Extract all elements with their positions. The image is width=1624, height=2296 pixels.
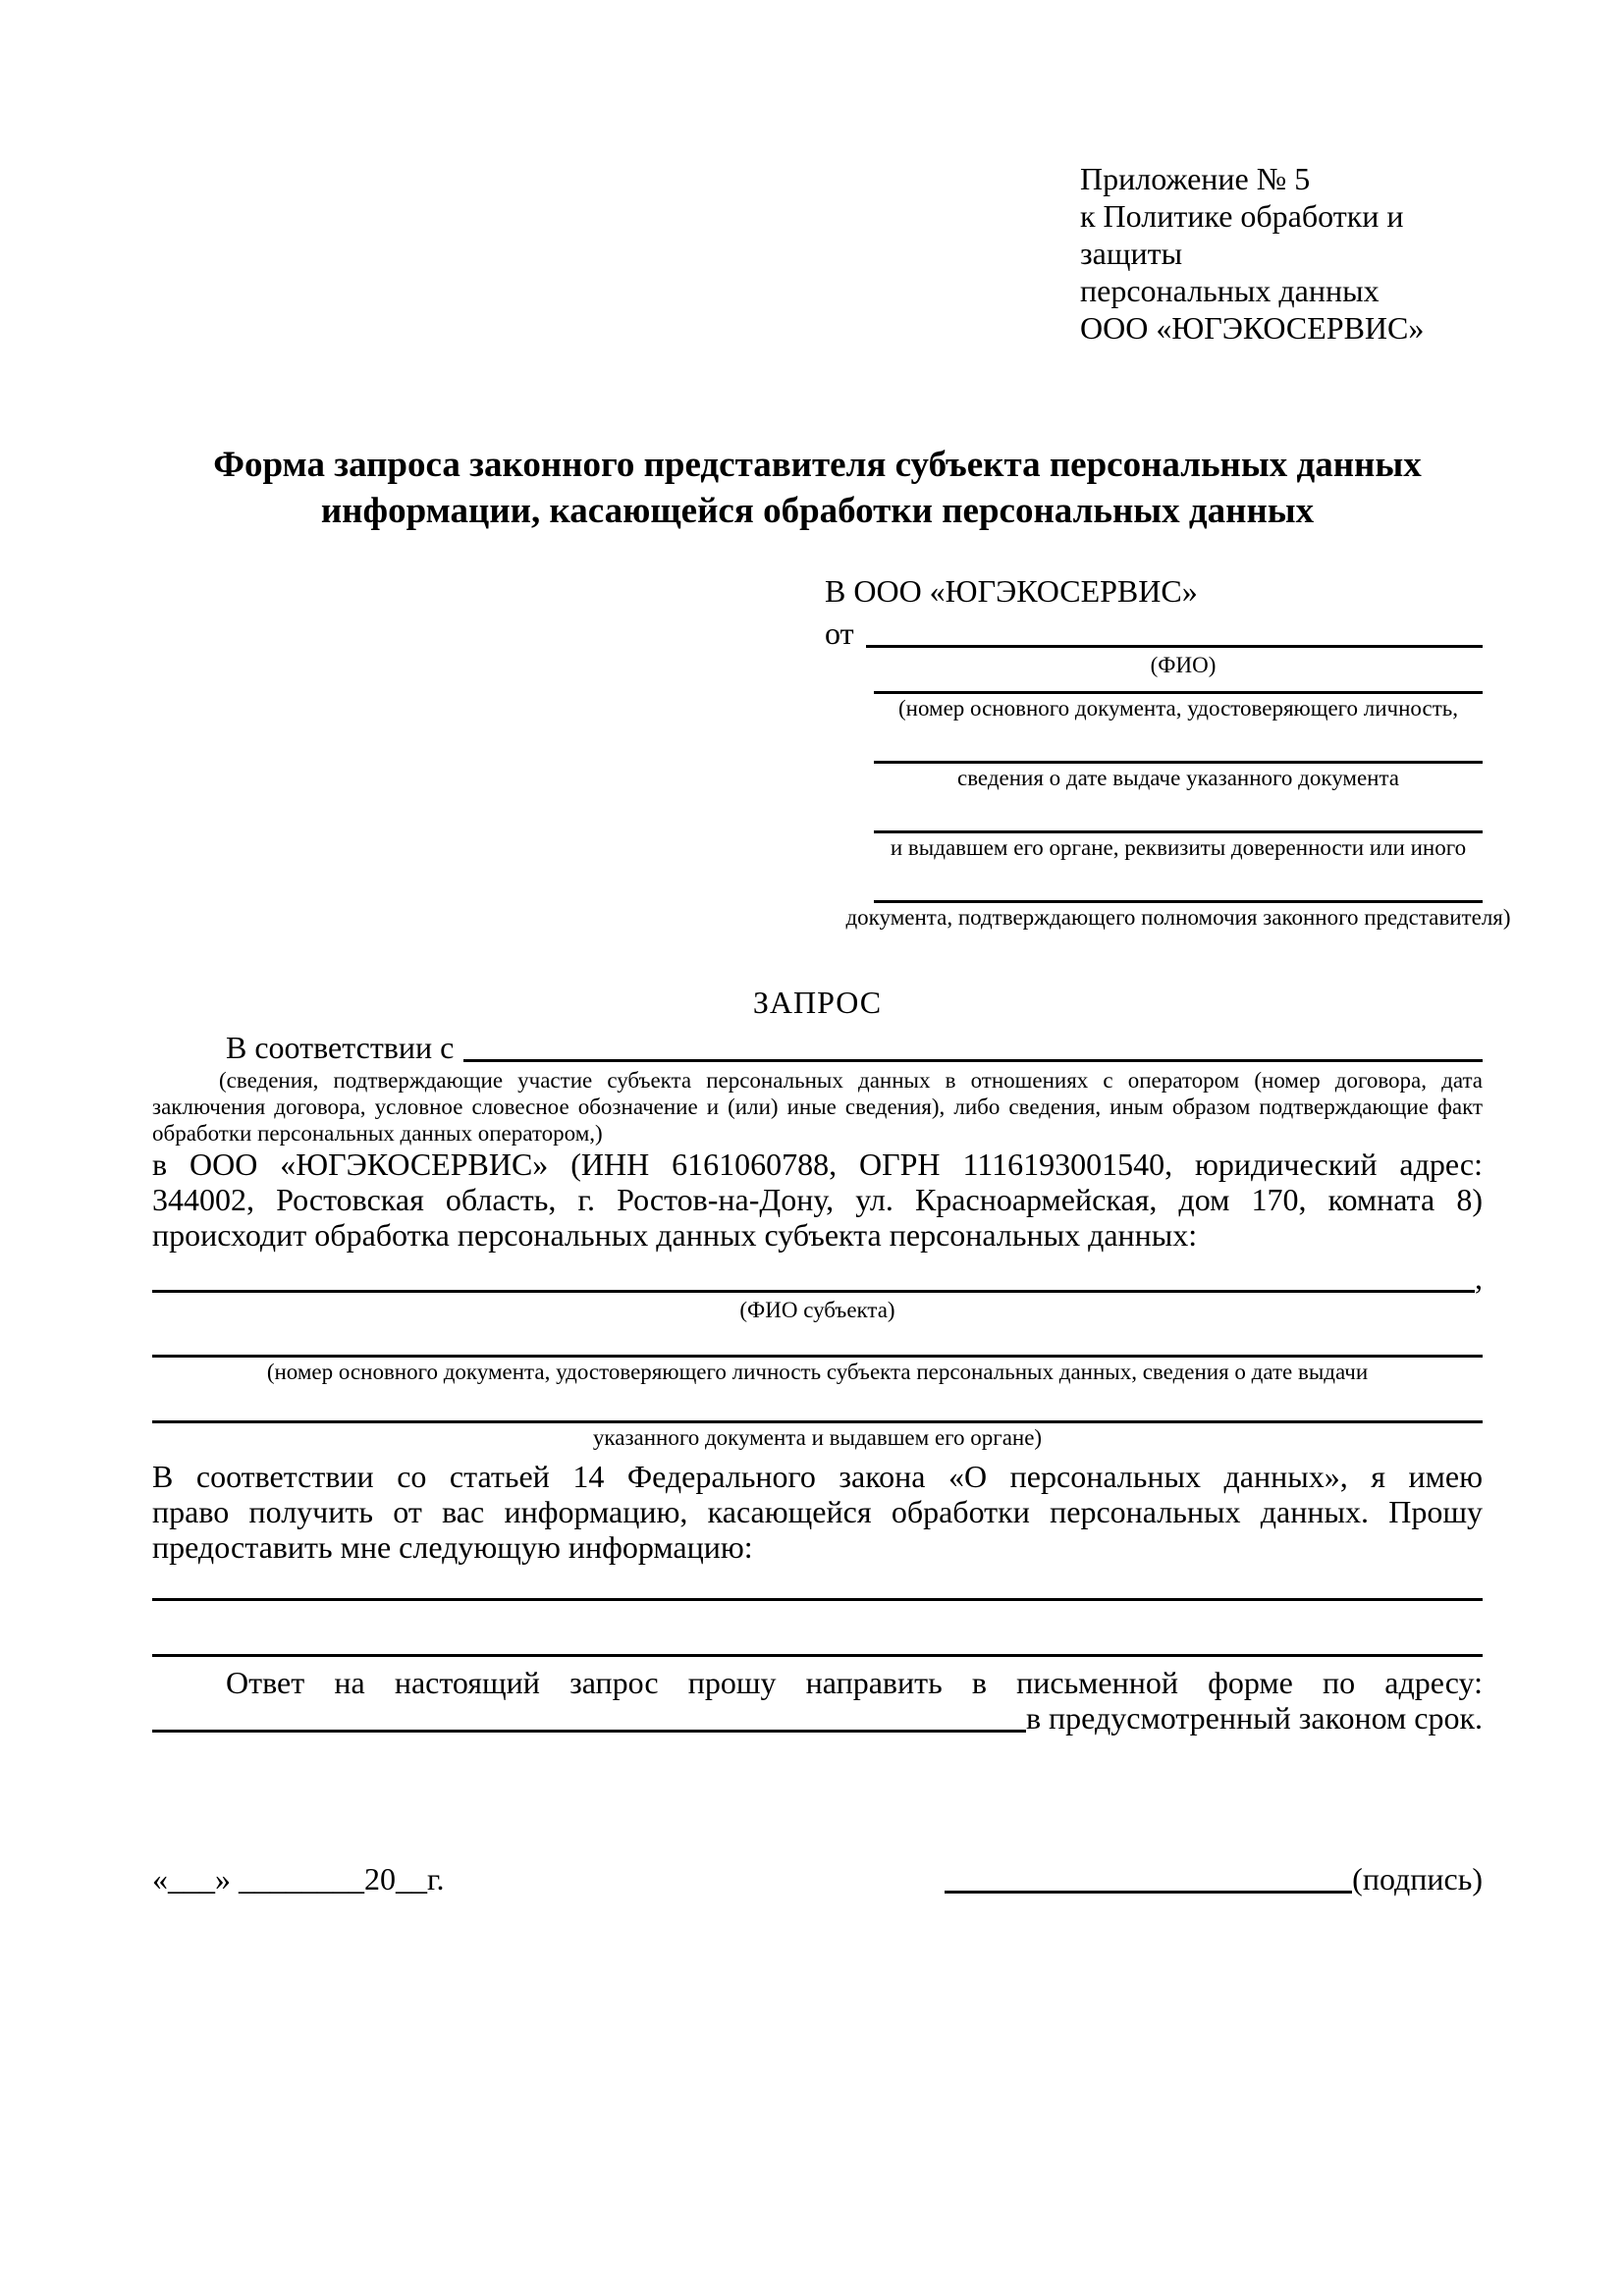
field-caption: сведения о дате выдаче указанного документа: [956, 766, 1400, 790]
footer-row: [152, 1861, 1483, 1896]
according-blank-line: [463, 1059, 1483, 1062]
request-heading: ЗАПРОС: [752, 985, 883, 1020]
field-caption: (номер основного документа, удостоверяющего личность,: [897, 696, 1458, 721]
form-title-line: информации, касающейся обработки персональных данных: [320, 491, 1315, 531]
annex-header: [1080, 160, 1483, 347]
from-field: [825, 615, 1483, 651]
paragraph-line: В соответствии со статьей 14 Федерального закона «О персональных данных», я имею: [152, 1459, 1483, 1494]
paragraph-line: 344002, Ростовская область, г. Ростов-на-Дону, ул. Красноармейская, дом 170, комната 8): [152, 1182, 1483, 1217]
law-paragraph: [152, 1459, 1483, 1565]
representative-doc-field: [874, 761, 1483, 791]
signature-blank-line: [945, 1891, 1352, 1894]
answer-deadline-text: в предусмотренный законом срок.: [1025, 1700, 1483, 1735]
addressee-org: В ООО «ЮГЭКОСЕРВИС»: [825, 573, 1198, 609]
annex-line: Приложение № 5: [1080, 161, 1311, 196]
fineprint-line: обработки персональных данных оператором,): [152, 1121, 603, 1146]
paragraph-line: предоставить мне следующую информацию:: [152, 1529, 753, 1565]
paragraph-line: право получить от вас информацию, касающейся обработки персональных данных. Прошу: [152, 1494, 1483, 1529]
form-title: [152, 442, 1483, 534]
form-title-line: Форма запроса законного представителя субъекта персональных данных: [213, 445, 1422, 485]
address-field: [152, 1700, 1483, 1735]
according-label: В соответствии с: [226, 1030, 455, 1065]
subject-doc-blank-line: [152, 1355, 1483, 1358]
blank-line: [874, 830, 1483, 833]
operator-paragraph: [152, 1147, 1483, 1253]
signature-field: [945, 1861, 1483, 1896]
annex-line: к Политике обработки и защиты: [1080, 198, 1404, 271]
subject-doc-caption: (номер основного документа, удостоверяющего личность субъекта персональных данных, сведения о дате выдачи: [266, 1360, 1369, 1384]
signature-caption: (подпись): [1352, 1861, 1483, 1896]
fineprint-note: [152, 1067, 1483, 1147]
paragraph-line: в ООО «ЮГЭКОСЕРВИС» (ИНН 6161060788, ОГРН 1116193001540, юридический адрес:: [152, 1147, 1483, 1182]
blank-line: [152, 1290, 1475, 1293]
representative-doc-field: [874, 830, 1483, 861]
address-blank-line: [152, 1730, 1026, 1733]
subject-fio-field: [152, 1260, 1483, 1296]
addressee-block: [825, 573, 1511, 931]
fineprint-line: заключения договора, условное словесное обозначение и (или) иные сведения), либо сведения, иным образом подтверждающие факт: [152, 1095, 1483, 1119]
blank-line: [874, 761, 1483, 764]
answer-address-line: Ответ на настоящий запрос прошу направить в письменной форме по адресу:: [226, 1665, 1483, 1700]
requested-info-blank-line: [152, 1598, 1483, 1601]
fio-caption: (ФИО): [1150, 653, 1217, 677]
date-field: «___» ________20__г.: [152, 1861, 445, 1896]
fineprint-line: (сведения, подтверждающие участие субъекта персональных данных в отношениях с оператором (номер договора, дата: [219, 1068, 1483, 1093]
requested-info-blank-line: [152, 1654, 1483, 1657]
from-label: от: [825, 615, 854, 651]
paragraph-line: происходит обработка персональных данных субъекта персональных данных:: [152, 1217, 1198, 1253]
according-field: [152, 1030, 1483, 1065]
annex-line: ООО «ЮГЭКОСЕРВИС»: [1080, 310, 1425, 346]
representative-doc-field: [845, 900, 1511, 931]
blank-line: [874, 900, 1483, 903]
subject-fio-caption: (ФИО субъекта): [739, 1298, 895, 1322]
annex-line: персональных данных: [1080, 273, 1380, 308]
representative-doc-field: [874, 691, 1483, 721]
comma-suffix: ,: [1475, 1260, 1483, 1296]
from-blank-line: [866, 645, 1483, 648]
blank-line: [874, 691, 1483, 694]
field-caption: и выдавшем его органе, реквизиты доверенности или иного: [890, 835, 1467, 860]
field-caption: документа, подтверждающего полномочия законного представителя): [845, 905, 1511, 930]
subject-doc-blank-line: [152, 1420, 1483, 1423]
subject-doc-caption: указанного документа и выдавшем его органе): [592, 1425, 1043, 1450]
